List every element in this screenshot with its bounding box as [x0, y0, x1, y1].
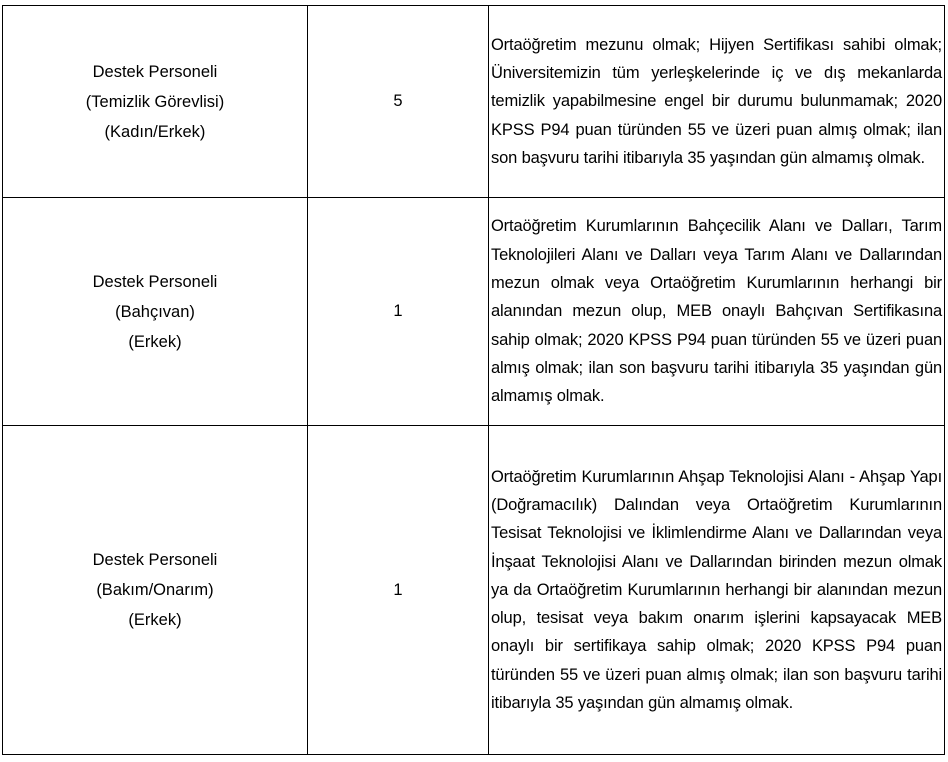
position-title-cell — [3, 198, 308, 426]
position-title-line: (Erkek) — [128, 332, 182, 351]
position-title-line: (Bahçıvan) — [115, 302, 195, 321]
position-requirements: Ortaöğretim mezunu olmak; Hijyen Sertifikası sahibi olmak; Üniversitemizin tüm yerleşkelerinde iç ve dış mekanlarda temizlik yapabilmesine engel bir durumu bulunmamak; 2020 KPSS P94 puan türünden 55 ve üzeri puan almış olmak; ilan son başvuru tarihi itibarıyla 35 yaşından gün almamış olmak. — [489, 6, 945, 198]
position-count: 1 — [308, 198, 489, 426]
position-count: 1 — [308, 426, 489, 755]
position-title-cell — [3, 6, 308, 198]
position-title-line: Destek Personeli — [92, 272, 218, 291]
position-title-line: (Kadın/Erkek) — [104, 122, 206, 141]
position-requirements: Ortaöğretim Kurumlarının Bahçecilik Alanı ve Dalları, Tarım Teknolojileri Alanı ve Dalları veya Tarım Alanı ve Dallarından mezun olmak veya Ortaöğretim Kurumlarının herhangi bir alanından mezun olup, MEB onaylı Bahçıvan Sertifikasına sahip olmak; 2020 KPSS P94 puan türünden 55 ve üzeri puan almış olmak; ilan son başvuru tarihi itibarıyla 35 yaşından gün almamış olmak. — [489, 198, 945, 426]
table-row — [3, 426, 945, 755]
position-title-line: Destek Personeli — [92, 62, 218, 81]
position-title-line: Destek Personeli — [92, 551, 218, 569]
position-title-line: (Erkek) — [128, 611, 182, 629]
position-title-line: (Bakım/Onarım) — [96, 581, 214, 599]
position-title-line: (Temizlik Görevlisi) — [85, 92, 225, 111]
position-count: 5 — [308, 6, 489, 198]
table-row — [3, 6, 945, 198]
position-requirements: Ortaöğretim Kurumlarının Ahşap Teknolojisi Alanı - Ahşap Yapı (Doğramacılık) Dalından veya Ortaöğretim Kurumlarının Tesisat Teknolojisi ve İklimlendirme Alanı ve Dallarından veya İnşaat Teknolojisi Alanı ve Dallarından birinden mezun olmak ya da Ortaöğretim Kurumlarının herhangi bir alanından mezun olup, tesisat veya bakım onarım işlerini kapsayacak MEB onaylı bir sertifikaya sahip olmak; 2020 KPSS P94 puan türünden 55 ve üzeri puan almış olmak; ilan son başvuru tarihi itibarıyla 35 yaşından gün almamış olmak. — [489, 426, 945, 755]
position-title-cell — [3, 426, 308, 755]
table-row — [3, 198, 945, 426]
positions-table — [2, 5, 945, 755]
